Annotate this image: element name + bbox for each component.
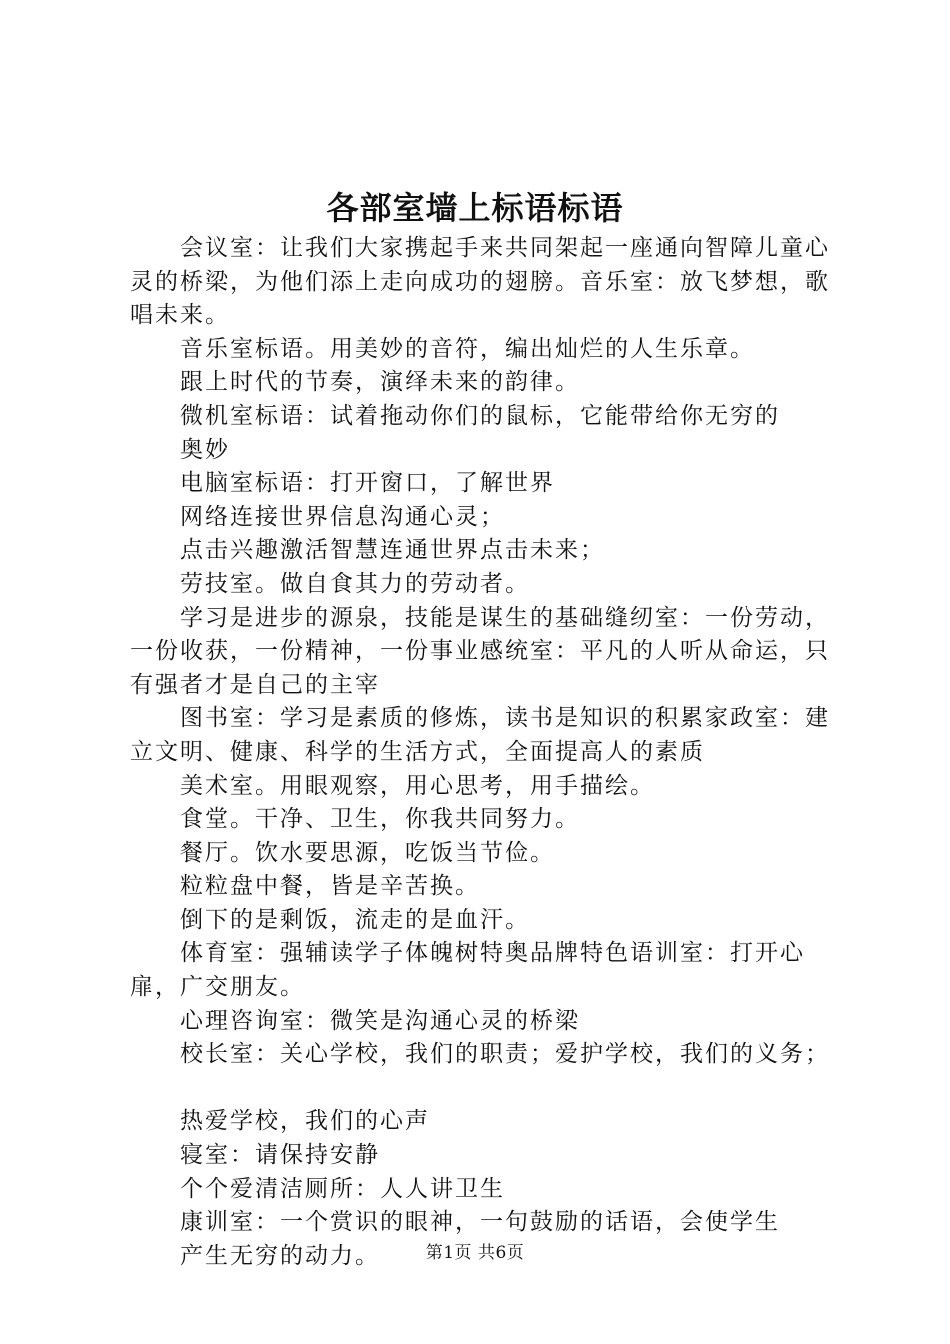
paragraph-dormitory: 寝室：请保持安静 [180,1142,380,1169]
paragraph-computer-lab: 微机室标语：试着拖动你们的鼠标，它能带给你无穷的 [180,402,780,429]
paragraph-dining-hall: 餐厅。饮水要思源，吃饭当节俭。 [180,839,555,866]
paragraph-music-room: 音乐室标语。用美妙的音符，编出灿烂的人生乐章。 [180,335,755,362]
paragraph-pe-room: 体育室：强辅读学子体魄树特奥品牌特色语训室：打开心扉，广交朋友。 [130,940,805,1001]
paragraph-library: 图书室：学习是素质的修炼，读书是知识的积累家政室：建立文明、健康、科学的生活方式，全面提高人的素质 [130,705,830,765]
paragraph-motivation: 产生无穷的动力。 [180,1242,380,1269]
paragraph-counseling: 心理咨询室：微笑是沟通心灵的桥梁 [180,1007,580,1034]
paragraph-click-interest: 点击兴趣激活智慧连通世界点击未来； [180,537,605,564]
page-number-footer: 第1页 共6页 [425,1243,525,1263]
paragraph-network: 网络连接世界信息沟通心灵； [180,503,505,530]
paragraph-wonder: 奥妙 [180,436,230,463]
document-title: 各部室墙上标语标语 [326,189,624,227]
paragraph-meeting-room: 会议室：让我们大家携起手来共同架起一座通向智障儿童心灵的桥梁，为他们添上走向成功的翅膀。音乐室：放飞梦想，歌唱未来。 [130,235,830,329]
blank-line [130,1072,830,1106]
paragraph-grain: 粒粒盘中餐，皆是辛苦换。 [180,873,480,900]
paragraph-pc-room: 电脑室标语：打开窗口，了解世界 [180,470,555,497]
paragraph-labor-room: 劳技室。做自食其力的劳动者。 [180,570,530,597]
paragraph-principal: 校长室：关心学校，我们的职责；爱护学校，我们的义务； [180,1041,830,1068]
paragraph-learning-sewing: 学习是进步的源泉，技能是谋生的基础缝纫室：一份劳动，一份收获，一份精神，一份事业感统室：平凡的人听从命运，只有强者才是自己的主宰 [130,604,830,698]
paragraph-canteen: 食堂。干净、卫生，你我共同努力。 [180,806,580,833]
paragraph-art-room: 美术室。用眼观察，用心思考，用手描绘。 [180,772,655,799]
paragraph-rhythm: 跟上时代的节奏，演绎未来的韵律。 [180,369,580,396]
paragraph-love-school: 热爱学校，我们的心声 [180,1108,430,1135]
paragraph-leftover: 倒下的是剩饭，流走的是血汗。 [180,906,530,933]
paragraph-rehab-room: 康训室：一个赏识的眼神，一句鼓励的话语，会使学生 [180,1209,780,1236]
document-body [130,232,830,1273]
paragraph-toilet: 个个爱清洁厕所：人人讲卫生 [180,1175,505,1202]
